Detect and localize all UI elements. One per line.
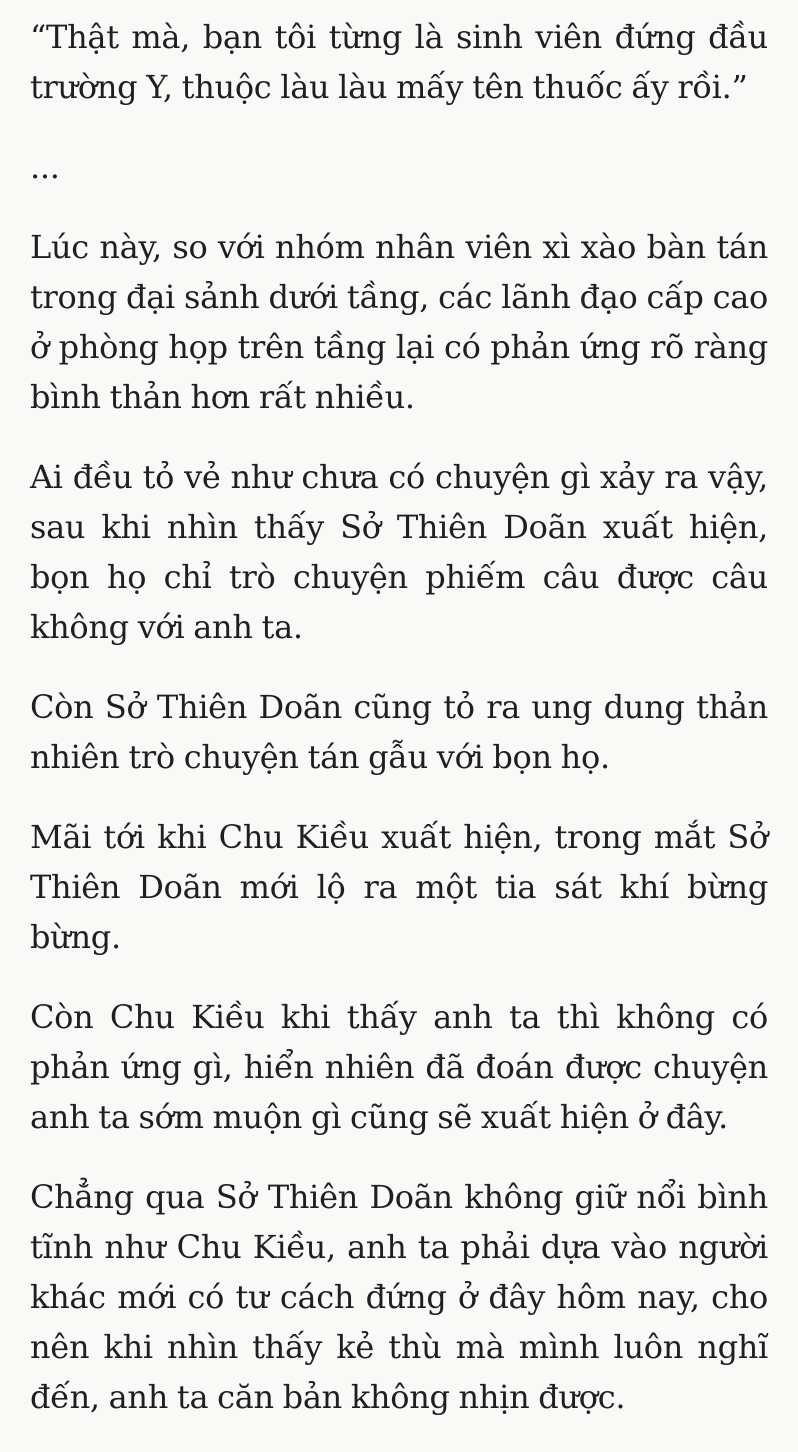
paragraph: Chẳng qua Sở Thiên Doãn không giữ nổi bình tĩnh như Chu Kiều, anh ta phải dựa vào người khác mới có tư cách đứng ở đây hôm nay, cho nên khi nhìn thấy kẻ thù mà mình luôn nghĩ đến, anh ta căn bản không nhịn được. bbox=[30, 1178, 768, 1416]
reader-content bbox=[30, 12, 768, 1452]
paragraph: Còn Sở Thiên Doãn cũng tỏ ra ung dung thản nhiên trò chuyện tán gẫu với bọn họ. bbox=[30, 688, 768, 776]
paragraph: “Thật mà, bạn tôi từng là sinh viên đứng đầu trường Y, thuộc làu làu mấy tên thuốc ấy rồi.” bbox=[30, 18, 768, 106]
paragraph: Lúc này, so với nhóm nhân viên xì xào bàn tán trong đại sảnh dưới tầng, các lãnh đạo cấp cao ở phòng họp trên tầng lại có phản ứng rõ ràng bình thản hơn rất nhiều. bbox=[30, 228, 768, 416]
paragraph: Còn Chu Kiều khi thấy anh ta thì không có phản ứng gì, hiển nhiên đã đoán được chuyện anh ta sớm muộn gì cũng sẽ xuất hiện ở đây. bbox=[30, 998, 768, 1136]
paragraph: Ai đều tỏ vẻ như chưa có chuyện gì xảy ra vậy, sau khi nhìn thấy Sở Thiên Doãn xuất hiện, bọn họ chỉ trò chuyện phiếm câu được câu không với anh ta. bbox=[30, 458, 768, 646]
paragraph: Mãi tới khi Chu Kiều xuất hiện, trong mắt Sở Thiên Doãn mới lộ ra một tia sát khí bừng bừng. bbox=[30, 818, 768, 956]
paragraph-ellipsis: ... bbox=[30, 148, 60, 186]
